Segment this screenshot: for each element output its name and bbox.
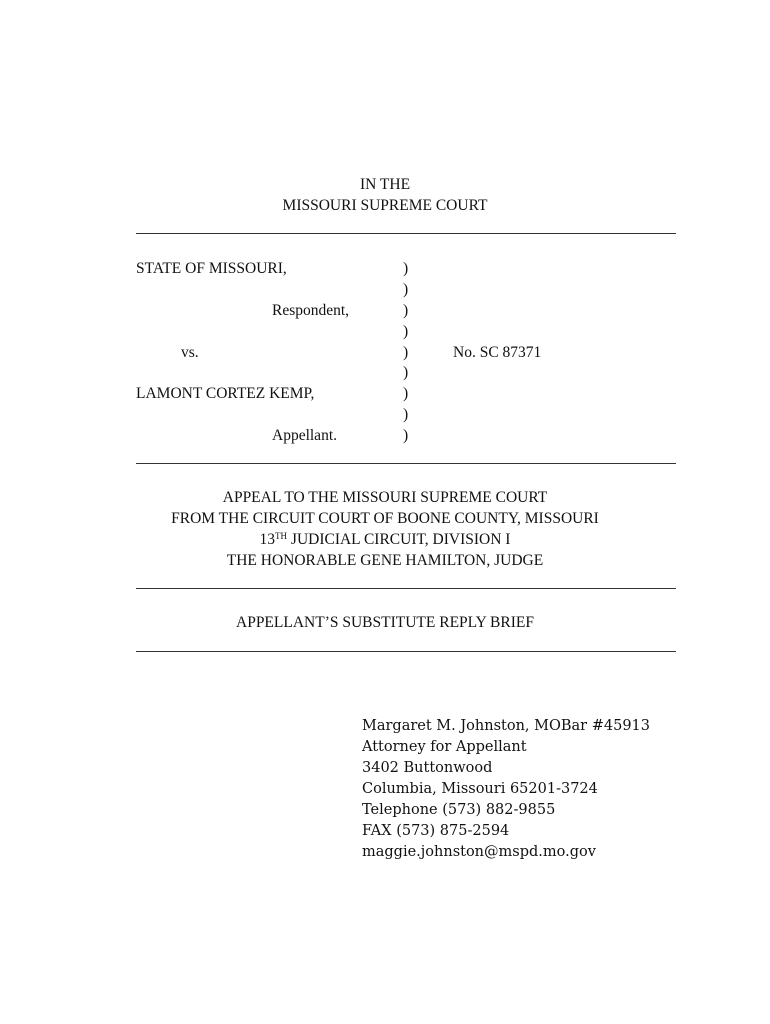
plaintiff-role: Respondent,: [272, 302, 350, 319]
appeal-line4: THE HONORABLE GENE HAMILTON, JUDGE: [226, 552, 544, 569]
attorney-name: Margaret M. Johnston, MOBar #45913: [362, 718, 650, 734]
attorney-role: Attorney for Appellant: [362, 739, 527, 755]
circuit-ordinal: TH: [275, 531, 288, 541]
appeal-line2: FROM THE CIRCUIT COURT OF BOONE COUNTY, MISSOURI: [171, 510, 599, 527]
caption-paren: ): [403, 302, 409, 319]
appeal-line1: APPEAL TO THE MISSOURI SUPREME COURT: [222, 489, 548, 506]
caption-paren: ): [403, 344, 409, 361]
attorney-street: 3402 Buttonwood: [362, 760, 493, 776]
caption-paren: ): [403, 323, 409, 340]
caption-paren: ): [403, 406, 409, 423]
caption-paren: ): [403, 364, 409, 381]
divider-title: [136, 651, 676, 652]
court-header-line2: MISSOURI SUPREME COURT: [282, 197, 488, 214]
versus-label: vs.: [181, 344, 199, 361]
brief-title: APPELLANT’S SUBSTITUTE REPLY BRIEF: [236, 614, 534, 631]
caption-paren: ): [403, 385, 409, 402]
divider-caption: [136, 463, 676, 464]
defendant-role: Appellant.: [272, 427, 337, 444]
attorney-city: Columbia, Missouri 65201-3724: [362, 781, 598, 797]
divider-top: [136, 233, 676, 234]
plaintiff-name: STATE OF MISSOURI,: [136, 260, 287, 277]
case-number: No. SC 87371: [453, 344, 542, 361]
defendant-name: LAMONT CORTEZ KEMP,: [136, 385, 315, 402]
attorney-fax: FAX (573) 875-2594: [362, 823, 510, 839]
appeal-line3: [0, 531, 770, 549]
circuit-division: JUDICIAL CIRCUIT, DIVISION I: [287, 531, 511, 548]
attorney-phone: Telephone (573) 882-9855: [362, 802, 556, 818]
court-header-line1: IN THE: [359, 176, 411, 193]
caption-paren: ): [403, 281, 409, 298]
caption-paren: ): [403, 260, 409, 277]
circuit-number: 13: [259, 531, 276, 548]
attorney-email: maggie.johnston@mspd.mo.gov: [362, 844, 596, 860]
divider-appeal: [136, 588, 676, 589]
caption-paren: ): [403, 427, 409, 444]
